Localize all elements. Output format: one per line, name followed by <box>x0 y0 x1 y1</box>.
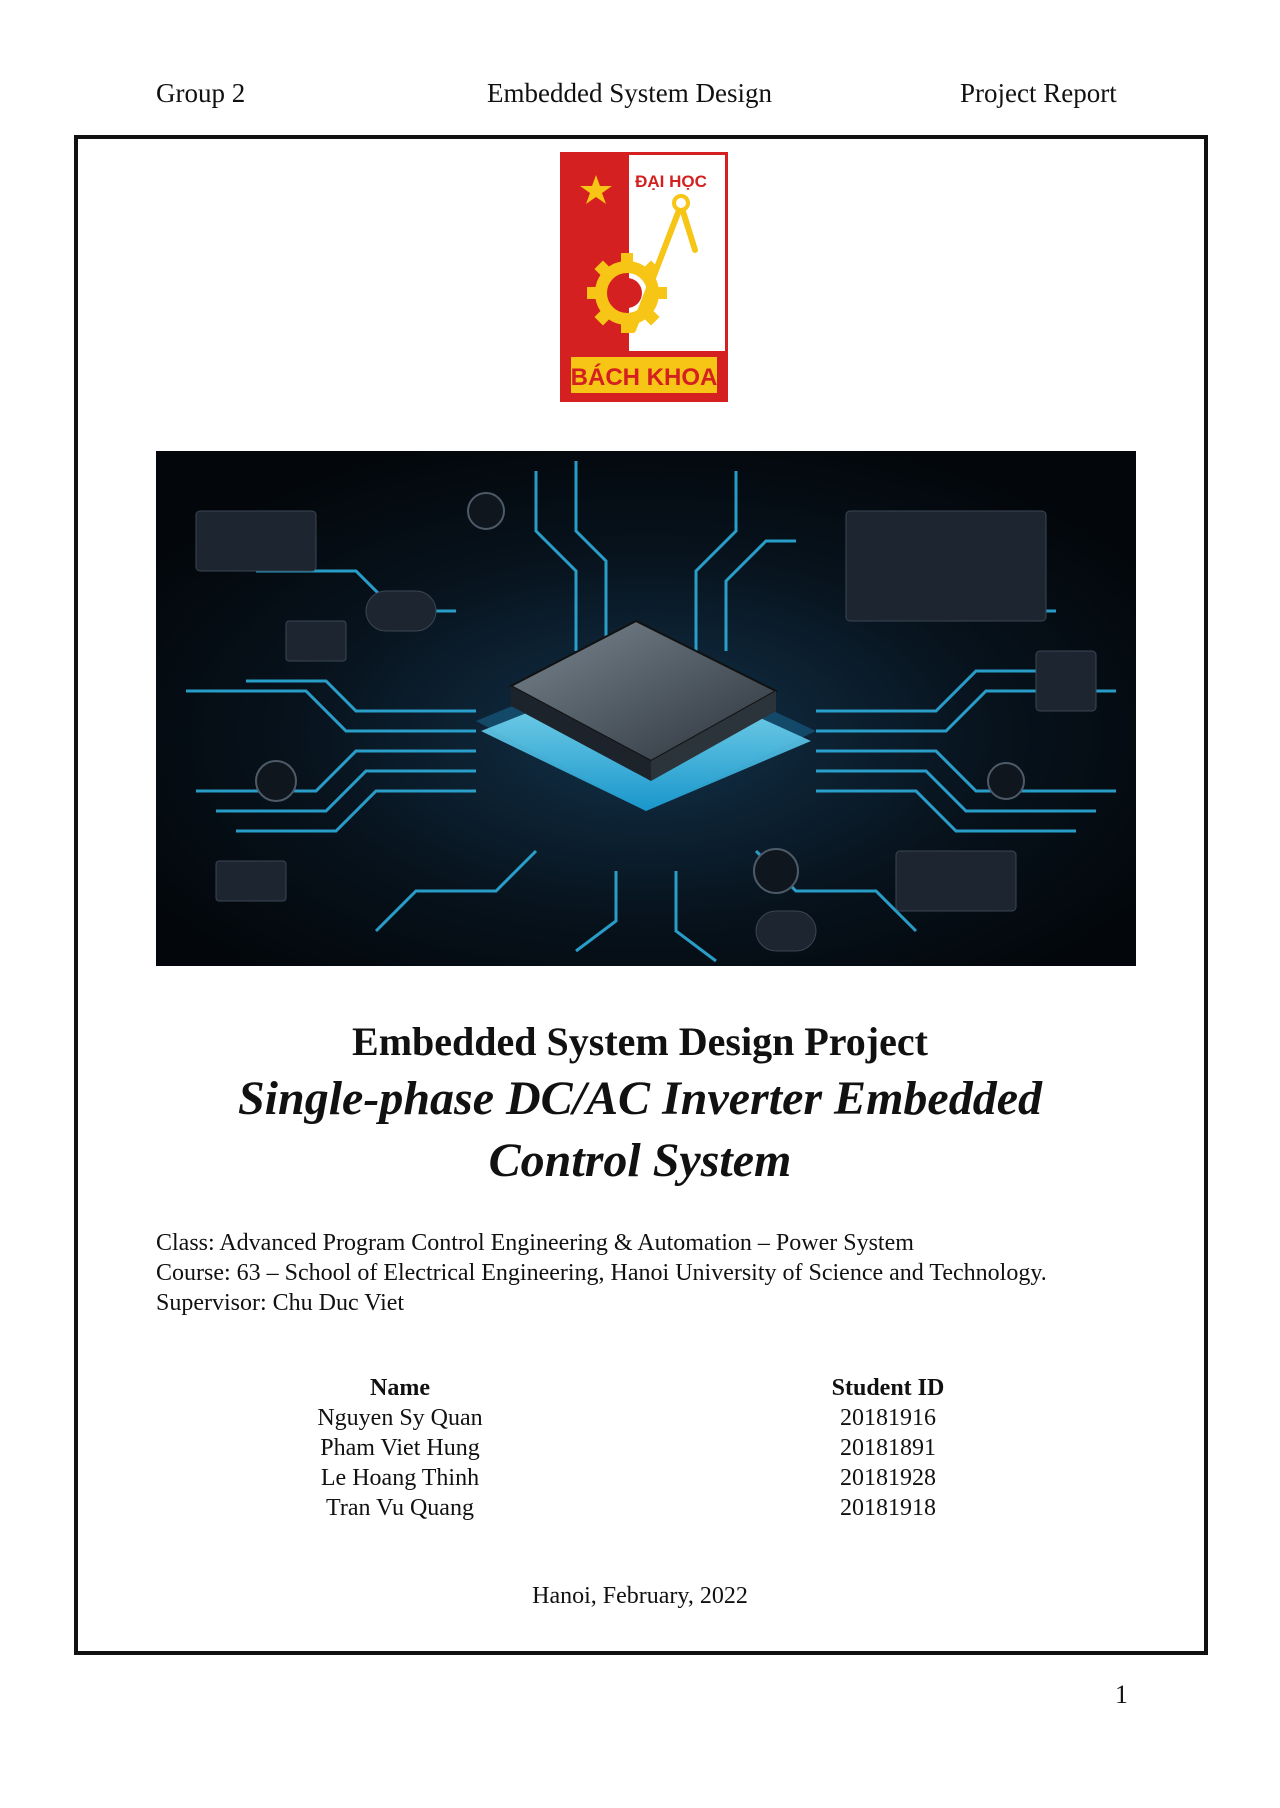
course-line: Course: 63 – School of Electrical Engineering, Hanoi University of Science and Technology. <box>156 1260 1047 1286</box>
logo-top-text: ĐẠI HỌC <box>635 172 707 191</box>
student-id-column <box>768 1373 1008 1523</box>
circuit-board-image <box>156 451 1136 966</box>
member-name: Nguyen Sy Quan <box>317 1405 483 1431</box>
project-subtitle-line1: Single-phase DC/AC Inverter Embedded <box>237 1072 1043 1125</box>
class-line: Class: Advanced Program Control Engineering & Automation – Power System <box>156 1230 914 1256</box>
place-date: Hanoi, February, 2022 <box>532 1583 748 1609</box>
member-name: Le Hoang Thinh <box>320 1465 480 1491</box>
name-column-header: Name <box>370 1375 430 1401</box>
project-subtitle-line2: Control System <box>488 1134 792 1187</box>
student-id: 20181891 <box>840 1435 936 1461</box>
student-id: 20181918 <box>840 1495 936 1521</box>
header-course-title: Embedded System Design <box>487 78 772 108</box>
supervisor-line: Supervisor: Chu Duc Viet <box>156 1290 405 1316</box>
course-info <box>156 1228 1047 1318</box>
university-logo <box>560 152 728 402</box>
student-id: 20181916 <box>840 1405 936 1431</box>
page-number: 1 <box>1115 1680 1128 1709</box>
member-name: Pham Viet Hung <box>320 1435 480 1461</box>
page-header <box>0 78 1280 118</box>
logo-bottom-text: BÁCH KHOA <box>570 364 718 391</box>
name-column <box>280 1373 520 1523</box>
header-group: Group 2 <box>156 78 246 108</box>
header-report-type: Project Report <box>960 78 1117 108</box>
project-title: Embedded System Design Project <box>352 1019 928 1064</box>
member-name: Tran Vu Quang <box>326 1495 474 1521</box>
student-id: 20181928 <box>840 1465 936 1491</box>
student-id-column-header: Student ID <box>831 1375 945 1401</box>
project-subtitle <box>0 1068 1280 1192</box>
